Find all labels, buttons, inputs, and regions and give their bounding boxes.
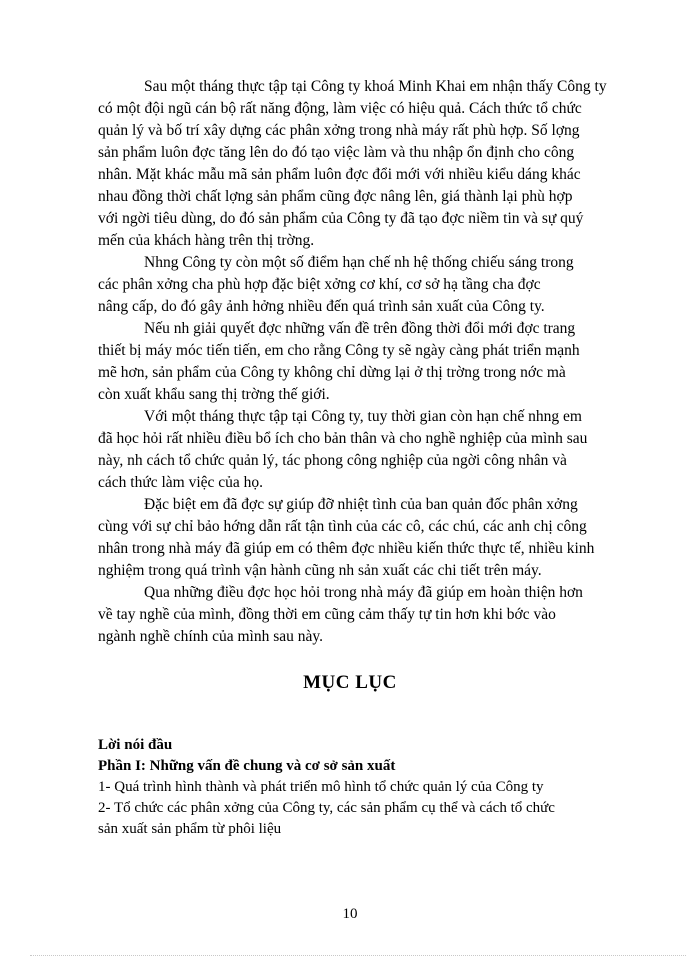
text-line: Qua những điều đợc học hỏi trong nhà máy đã giúp em hoàn thiện hơn bbox=[144, 584, 583, 601]
text-line: Với một tháng thực tập tại Công ty, tuy thời gian còn hạn chế nhng em bbox=[144, 408, 582, 425]
toc-entry[interactable]: sản xuất sản phẩm từ phôi liệu bbox=[98, 821, 282, 837]
text-line: sản phẩm luôn đợc tăng lên do đó tạo việc làm và thu nhập ổn định cho công bbox=[98, 144, 575, 161]
paragraph bbox=[98, 318, 634, 406]
paragraph bbox=[98, 494, 634, 582]
text-line: nhân. Mặt khác mẫu mã sản phẩm luôn đợc đổi mới với nhiều kiểu dáng khác bbox=[98, 166, 581, 183]
page-number: 10 bbox=[342, 906, 358, 922]
text-line: còn xuất khẩu sang thị trờng thế giới. bbox=[98, 386, 330, 403]
text-line: đã học hỏi rất nhiều điều bổ ích cho bản thân và cho nghề nghiệp của mình sau bbox=[98, 430, 588, 447]
text-line: Nếu nh giải quyết đợc những vấn đề trên đồng thời đổi mới đợc trang bbox=[144, 320, 576, 337]
body-text bbox=[98, 76, 634, 648]
paragraph bbox=[98, 252, 634, 318]
text-line: Nhng Công ty còn một số điểm hạn chế nh hệ thống chiếu sáng trong bbox=[144, 254, 574, 271]
text-line: các phân xởng cha phù hợp đặc biệt xởng cơ khí, cơ sở hạ tầng cha đợc bbox=[98, 276, 541, 293]
table-of-contents bbox=[98, 735, 638, 840]
page-bottom-divider bbox=[30, 955, 686, 956]
text-line: quản lý và bố trí xây dựng các phân xởng trong nhà máy rất phù hợp. Số lợng bbox=[98, 122, 580, 139]
toc-entry[interactable]: 1- Quá trình hình thành và phát triển mô hình tổ chức quản lý của Công ty bbox=[98, 779, 544, 795]
text-line: nhau đồng thời chất lợng sản phẩm cũng đợc nâng lên, giá thành lại phù hợp bbox=[98, 188, 573, 205]
text-line: mến của khách hàng trên thị trờng. bbox=[98, 232, 315, 249]
text-line: nghiệm trong quá trình vận hành cũng nh sản xuất các chi tiết trên máy. bbox=[98, 562, 542, 579]
toc-entry[interactable]: Phần I: Những vấn đề chung và cơ sở sản xuất bbox=[98, 758, 396, 774]
text-line: nâng cấp, do đó gây ảnh hởng nhiều đến quá trình sản xuất của Công ty. bbox=[98, 298, 545, 315]
paragraph bbox=[98, 406, 634, 494]
text-line: ngành nghề chính của mình sau này. bbox=[98, 628, 323, 645]
toc-title: MỤC LỤC bbox=[303, 672, 397, 693]
text-line: có một đội ngũ cán bộ rất năng động, làm việc có hiệu quả. Cách thức tổ chức bbox=[98, 100, 582, 117]
text-line: Sau một tháng thực tập tại Công ty khoá Minh Khai em nhận thấy Công ty bbox=[144, 78, 607, 95]
toc-entry[interactable]: 2- Tổ chức các phân xởng của Công ty, các sản phẩm cụ thể và cách tổ chức bbox=[98, 800, 555, 816]
text-line: này, nh cách tổ chức quản lý, tác phong công nghiệp của ngời công nhân và bbox=[98, 452, 567, 469]
text-line: mẽ hơn, sản phẩm của Công ty không chỉ dừng lại ở thị trờng trong nớc mà bbox=[98, 364, 566, 381]
paragraph bbox=[98, 76, 634, 252]
text-line: thiết bị máy móc tiến tiến, em cho rằng Công ty sẽ ngày càng phát triển mạnh bbox=[98, 342, 580, 359]
toc-entry[interactable]: Lời nói đầu bbox=[98, 737, 173, 753]
text-line: cách thức làm việc của họ. bbox=[98, 474, 264, 491]
text-line: về tay nghề của mình, đồng thời em cũng cảm thấy tự tin hơn khi bớc vào bbox=[98, 606, 556, 623]
text-line: với ngời tiêu dùng, do đó sản phẩm của Công ty đã tạo đợc niềm tin và sự quý bbox=[98, 210, 584, 227]
paragraph bbox=[98, 582, 634, 648]
text-line: Đặc biệt em đã đợc sự giúp đỡ nhiệt tình của ban quản đốc phân xởng bbox=[144, 496, 578, 513]
text-line: nhân trong nhà máy đã giúp em có thêm đợc nhiều kiến thức thực tế, nhiều kinh bbox=[98, 540, 595, 557]
text-line: cùng với sự chỉ bảo hớng dẫn rất tận tình của các cô, các chú, các anh chị công bbox=[98, 518, 587, 535]
